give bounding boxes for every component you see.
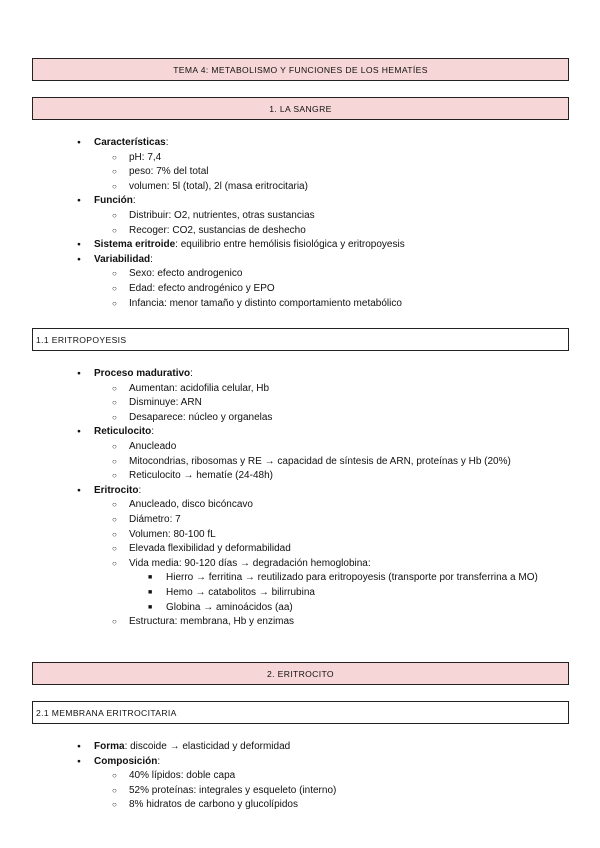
document-title-text: TEMA 4: METABOLISMO Y FUNCIONES DE LOS HEMATÍES (173, 64, 428, 75)
list-item: ○ peso: 7% del total (0, 165, 600, 180)
list-item: ○ Diámetro: 7 (0, 513, 600, 528)
list-item: ○ pH: 7,4 (0, 151, 600, 166)
list-item: ○ Aumentan: acidofilia celular, Hb (0, 382, 600, 397)
list-item: ○ Vida media: 90-120 días → degradación hemoglobina: (0, 557, 600, 572)
list-item: ○ Estructura: membrana, Hb y enzimas (0, 615, 600, 630)
list-item: ● Sistema eritroide: equilibrio entre hemólisis fisiológica y eritropoyesis (0, 238, 600, 253)
list-item: ○ Sexo: efecto androgenico (0, 267, 600, 282)
list-item: ○ Edad: efecto androgénico y EPO (0, 282, 600, 297)
list-item: ○ Reticulocito → hematíe (24-48h) (0, 469, 600, 484)
list-item: ● Eritrocito: (0, 484, 600, 499)
list-item: ○ Disminuye: ARN (0, 396, 600, 411)
list-item: ○ Elevada flexibilidad y deformabilidad (0, 542, 600, 557)
list-item: ● Función: (0, 194, 600, 209)
section-1-header-text: 1. LA SANGRE (269, 103, 332, 114)
list-item: ○ Anucleado, disco bicóncavo (0, 498, 600, 513)
document-title (32, 58, 569, 81)
list-item: ● Composición: (0, 755, 600, 770)
list-item: ● Características: (0, 136, 600, 151)
section-2-1-header (32, 701, 569, 724)
section-1-list (0, 136, 600, 311)
section-1-1-header-text: 1.1 ERITROPOYESIS (36, 334, 127, 345)
list-item: ○ volumen: 5l (total), 2l (masa eritrocitaria) (0, 180, 600, 195)
section-1-header (32, 97, 569, 120)
section-2-header-text: 2. ERITROCITO (267, 668, 334, 679)
section-2-1-list (0, 740, 600, 813)
list-item: ○ Mitocondrias, ribosomas y RE → capacidad de síntesis de ARN, proteínas y Hb (20%) (0, 455, 600, 470)
section-2-1-header-text: 2.1 MEMBRANA ERITROCITARIA (36, 707, 177, 718)
list-item: ○ 40% lípidos: doble capa (0, 769, 600, 784)
list-item: ■ Globina → aminoácidos (aa) (0, 601, 600, 616)
section-1-1-list (0, 367, 600, 630)
list-item: ● Forma: discoide → elasticidad y deformidad (0, 740, 600, 755)
list-item: ○ Volumen: 80-100 fL (0, 528, 600, 543)
list-item: ○ 52% proteínas: integrales y esqueleto (interno) (0, 784, 600, 799)
list-item: ● Variabilidad: (0, 253, 600, 268)
list-item: ○ Desaparece: núcleo y organelas (0, 411, 600, 426)
list-item: ○ Distribuir: O2, nutrientes, otras sustancias (0, 209, 600, 224)
list-item: ○ 8% hidratos de carbono y glucolípidos (0, 798, 600, 813)
list-item: ■ Hemo → catabolitos → bilirrubina (0, 586, 600, 601)
section-1-1-header (32, 328, 569, 351)
list-item: ○ Recoger: CO2, sustancias de deshecho (0, 224, 600, 239)
list-item: ■ Hierro → ferritina → reutilizado para eritropoyesis (transporte por transferrina a MO) (0, 571, 600, 586)
list-item: ● Reticulocito: (0, 425, 600, 440)
list-item: ● Proceso madurativo: (0, 367, 600, 382)
list-item: ○ Infancia: menor tamaño y distinto comportamiento metabólico (0, 297, 600, 312)
list-item: ○ Anucleado (0, 440, 600, 455)
section-2-header (32, 662, 569, 685)
